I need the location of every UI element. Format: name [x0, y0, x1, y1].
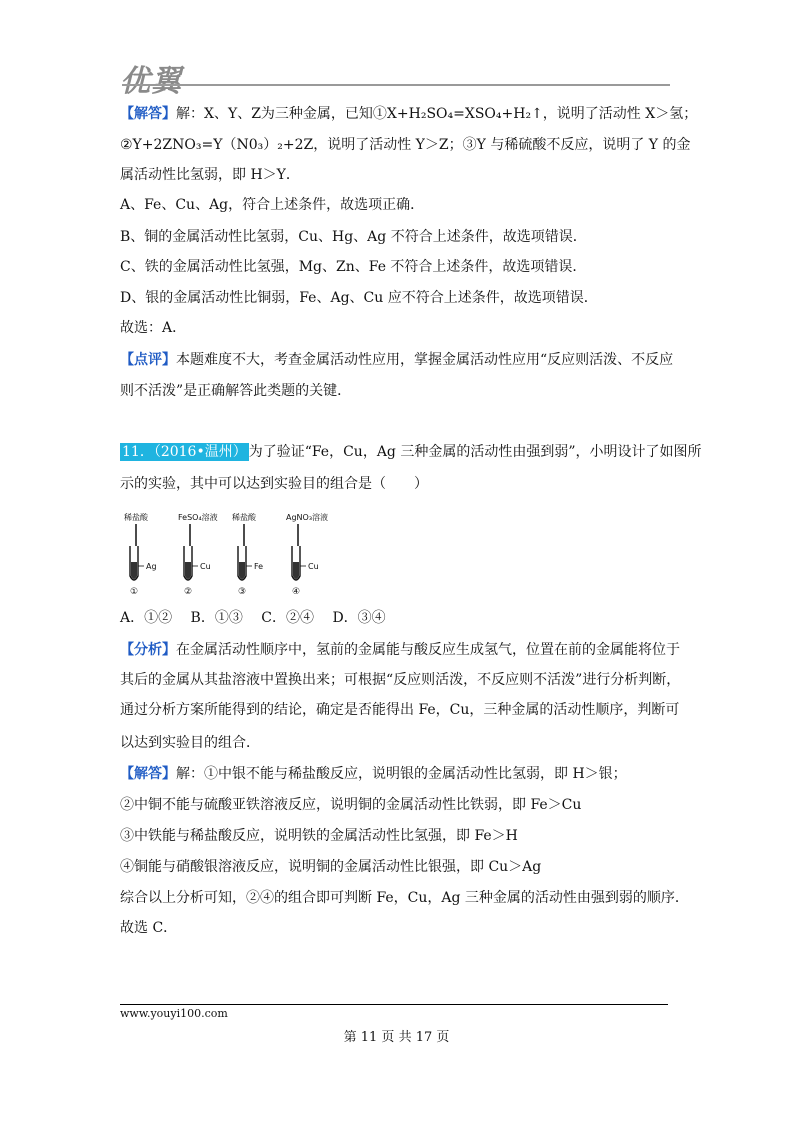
line-text: 本题难度不大，考查金属活动性应用，掌握金属活动性应用“反应则活泼、不反应 — [176, 352, 674, 368]
line-text: A、Fe、Cu、Ag，符合上述条件，故选项正确． — [120, 197, 425, 213]
section-tag: 【分析】 — [120, 642, 176, 658]
reagent-label: AgNO₃溶液 — [286, 513, 329, 522]
text-line — [120, 640, 680, 660]
tube-number: ④ — [292, 587, 301, 597]
page-number: 第 11 页 共 17 页 — [343, 1030, 450, 1045]
solution — [131, 562, 137, 579]
text-line — [120, 442, 702, 462]
experiment-figure — [120, 510, 340, 598]
line-text: 属活动性比氢弱，即 H＞Y． — [120, 167, 300, 183]
line-text: 其后的金属从其盐溶液中置换出来；可根据“反应则活泼，不反应则不活泼”进行分析判断， — [120, 672, 681, 688]
reagent-label: 稀盐酸 — [124, 513, 148, 522]
reagent-label: 稀盐酸 — [232, 513, 256, 522]
metal-label: Cu — [308, 562, 319, 571]
text-line — [120, 608, 386, 628]
tube-number: ① — [130, 587, 139, 597]
text-line — [120, 350, 673, 370]
metal-label: Cu — [200, 562, 211, 571]
text-line — [120, 918, 177, 938]
section-tag: 【点评】 — [120, 352, 176, 368]
tube-number: ③ — [238, 587, 247, 597]
text-line — [120, 764, 627, 784]
line-text: 在金属活动性顺序中，氢前的金属能与酸反应生成氢气，位置在前的金属能将位于 — [176, 642, 680, 658]
metal-label: Ag — [146, 562, 157, 571]
solution — [293, 562, 299, 579]
line-text: 故选：A． — [120, 320, 187, 336]
text-line — [120, 857, 541, 877]
question-number: 11．（2016•温州） — [122, 444, 247, 460]
logo: 优翼 — [120, 64, 182, 99]
text-line — [120, 474, 428, 494]
text-line — [120, 733, 260, 753]
metal-label: Fe — [254, 562, 264, 571]
line-text: 为了验证“Fe，Cu，Ag 三种金属的活动性由强到弱”，小明设计了如图所 — [248, 444, 702, 460]
line-text: 故选 C． — [120, 920, 178, 936]
text-line — [120, 888, 689, 908]
text-line — [120, 795, 581, 815]
footer-rule — [120, 1004, 668, 1005]
text-line — [120, 670, 680, 690]
line-text: 解：①中银不能与稀盐酸反应，说明银的金属活动性比氢弱，即 H＞银； — [176, 766, 627, 782]
line-text: B、铜的金属活动性比氢弱，Cu、Hg、Ag 不符合上述条件，故选项错误． — [120, 229, 587, 245]
text-line — [120, 288, 598, 308]
line-text: C、铁的金属活动性比氢强，Mg、Zn、Fe 不符合上述条件，故选项错误． — [120, 259, 587, 275]
line-text: D、银的金属活动性比铜弱，Fe、Ag、Cu 应不符合上述条件，故选项错误． — [120, 290, 598, 306]
line-text: ③中铁能与稀盐酸反应，说明铁的金属活动性比氢强，即 Fe＞H — [120, 828, 518, 844]
text-line — [120, 318, 186, 338]
line-text: 以达到实验目的组合． — [120, 735, 260, 751]
text-line — [120, 826, 518, 846]
line-text: ②中铜不能与硫酸亚铁溶液反应，说明铜的金属活动性比铁弱，即 Fe＞Cu — [120, 797, 582, 813]
text-line — [120, 700, 679, 720]
line-text: ②Y+2ZNO₃=Y（N0₃）₂+2Z，说明了活动性 Y＞Z；③Y 与稀硫酸不反应，说明了 Y 的金 — [120, 137, 691, 153]
section-tag: 【解答】 — [120, 766, 176, 782]
line-text: 则不活泼”是正确解答此类题的关键． — [120, 383, 352, 399]
header-rule — [122, 84, 670, 86]
line-text: ④铜能与硝酸银溶液反应，说明铜的金属活动性比银强，即 Cu＞Ag — [120, 859, 542, 875]
footer-url: www.youyi100.com — [120, 1007, 228, 1020]
line-text: 解：X、Y、Z为三种金属，已知①X+H₂SO₄=XSO₄+H₂↑，说明了活动性 X＞氢； — [176, 106, 698, 122]
text-line — [120, 195, 424, 215]
text-line — [120, 381, 351, 401]
line-text: 通过分析方案所能得到的结论，确定是否能得出 Fe，Cu，三种金属的活动性顺序，判断可 — [120, 702, 680, 718]
text-line — [120, 165, 300, 185]
tube-number: ② — [184, 587, 193, 597]
text-line — [120, 257, 586, 277]
line-text: A．①② B．①③ C．②④ D．③④ — [120, 610, 386, 626]
reagent-label: FeSO₄溶液 — [178, 513, 218, 522]
solution — [185, 562, 191, 579]
line-text: 示的实验，其中可以达到实验目的组合是（ ） — [120, 476, 428, 492]
text-line — [120, 227, 587, 247]
solution — [239, 562, 245, 579]
text-line — [120, 135, 690, 155]
section-tag: 【解答】 — [120, 106, 176, 122]
line-text: 综合以上分析可知，②④的组合即可判断 Fe，Cu，Ag 三种金属的活动性由强到弱的顺序． — [120, 890, 689, 906]
text-line — [120, 104, 697, 124]
